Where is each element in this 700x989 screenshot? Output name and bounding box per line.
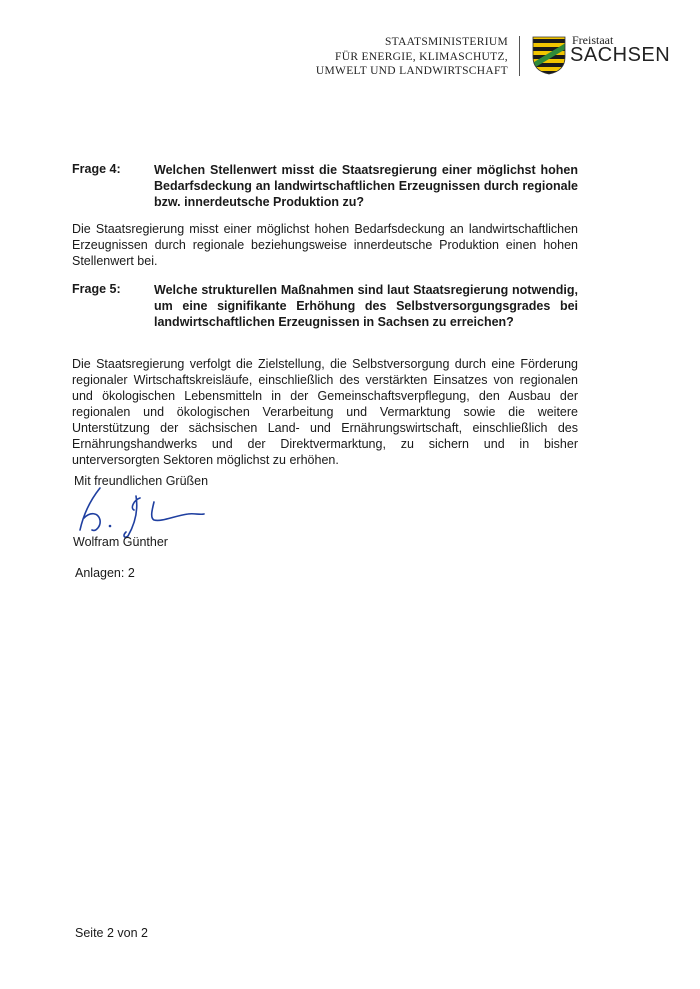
attachments-note: Anlagen: 2 xyxy=(75,566,135,580)
question-text: Welchen Stellenwert misst die Staatsregierung einer möglichst hohen Bedarfsdeckung an landwirtschaftlichen Erzeugnissen durch regionale bzw. innerdeutsche Produktion zu? xyxy=(154,163,578,209)
page-number: Seite 2 von 2 xyxy=(75,926,148,940)
closing-greeting: Mit freundlichen Grüßen xyxy=(74,474,209,488)
state-prefix: Freistaat xyxy=(572,33,614,47)
signer-name: Wolfram Günther xyxy=(73,535,168,549)
answer-4: Die Staatsregierung misst einer möglichst hohen Bedarfsdeckung an landwirtschaftlichen Erzeugnissen durch regionale beziehungsweise innerdeutsche Produktion einen hohen Stellenwert bei. xyxy=(72,222,578,268)
question-4 xyxy=(72,162,578,210)
question-5 xyxy=(72,282,578,330)
saxony-crest-icon xyxy=(531,35,567,75)
ministry-line: STAATSMINISTERIUM xyxy=(384,36,508,48)
question-text: Welche strukturellen Maßnahmen sind laut Staatsregierung notwendig, um eine signifikante Erhöhung des Selbstversorgungsgrades bei landwirtschaftlichen Erzeugnissen in Sachsen zu erreichen? xyxy=(154,283,578,329)
question-label: Frage 4: xyxy=(72,162,121,176)
letterhead-divider xyxy=(519,36,520,76)
state-name: SACHSEN xyxy=(570,44,671,66)
ministry-line: FÜR ENERGIE, KLIMASCHUTZ, xyxy=(335,50,508,63)
question-label: Frage 5: xyxy=(72,282,121,296)
ministry-name xyxy=(316,35,508,79)
answer-5: Die Staatsregierung verfolgt die Zielstellung, die Selbstversorgung durch eine Förderung regionaler Wirtschaftskreisläufe, einschließlich des verstärkten Einsatzes von regionalen und ökologischen Lebensmitteln in der Gemeinschaftsverpflegung, den Ausbau der regionalen und ökologischen Verarbeitung und Vermarktung sowie die weitere Unterstützung der sächsischen Land- und Ernährungswirtschaft, einschließlich des Ernährungshandwerks und der Direktvermarktung, zu sichern und in bisher unterversorgten Sektoren möglichst zu erhöhen. xyxy=(72,357,578,467)
ministry-line: UMWELT UND LANDWIRTSCHAFT xyxy=(315,65,508,77)
handwritten-signature xyxy=(70,482,220,540)
